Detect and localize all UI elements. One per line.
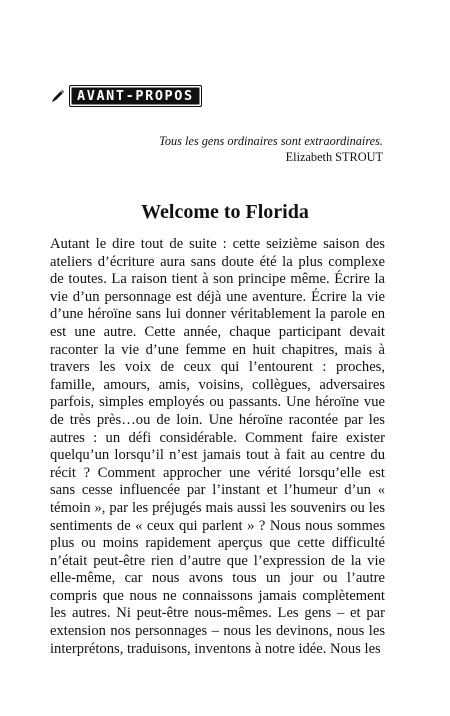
body-text <box>50 236 385 658</box>
section-banner-text: AVANT-PROPOS <box>77 88 194 104</box>
section-banner <box>69 85 202 107</box>
body-paragraph: Autant le dire tout de suite : cette seizième saison des ateliers d’écriture aura sans doute été la plus complexe de toutes. La raison tient à son principe même. Écrire la vie d’un personnage est déjà une aventure. Écrire la vie d’une héroïne sans lui donner véritablement la parole en est une autre. Cette année, chaque participant devait raconter la vie d’une femme en huit chapitres, mais à travers les voix de ceux qui l’entourent : proches, famille, amours, amis, voisins, collègues, adversaires parfois, simples employés ou passants. Une héroïne vue de très près…ou de loin. Une héroïne racontée par les autres : un défi considérable. Comment faire exister quelqu’un lorsqu’il n’est jamais tout à fait au centre du récit ? Comment approcher une vérité lorsqu’elle est sans cesse influencée par l’instant et l’humeur d’un « témoin », par les préjugés mais aussi les souvenirs ou les sentiments de « ceux qui parlent » ? Nous nous sommes plus ou moins rapidement aperçus que cette difficulté n’était peut-être rien d’autre que l’expression de la vie elle-même, car nous avons tous un jour ou l’autre compris que nous ne connaissons jamais complètement les autres. Ni peut-être nous-mêmes. Les gens – et par extension nos personnages – nous les devinons, nous les interprétons, traduisons, inventons à notre idée. Nous les <box>50 236 385 657</box>
section-header <box>50 85 202 107</box>
epigraph <box>159 133 383 165</box>
epigraph-quote: Tous les gens ordinaires sont extraordinaires. <box>159 134 383 148</box>
epigraph-author: Elizabeth STROUT <box>285 150 383 164</box>
pen-icon <box>50 88 66 104</box>
chapter-title: Welcome to Florida <box>141 201 309 223</box>
